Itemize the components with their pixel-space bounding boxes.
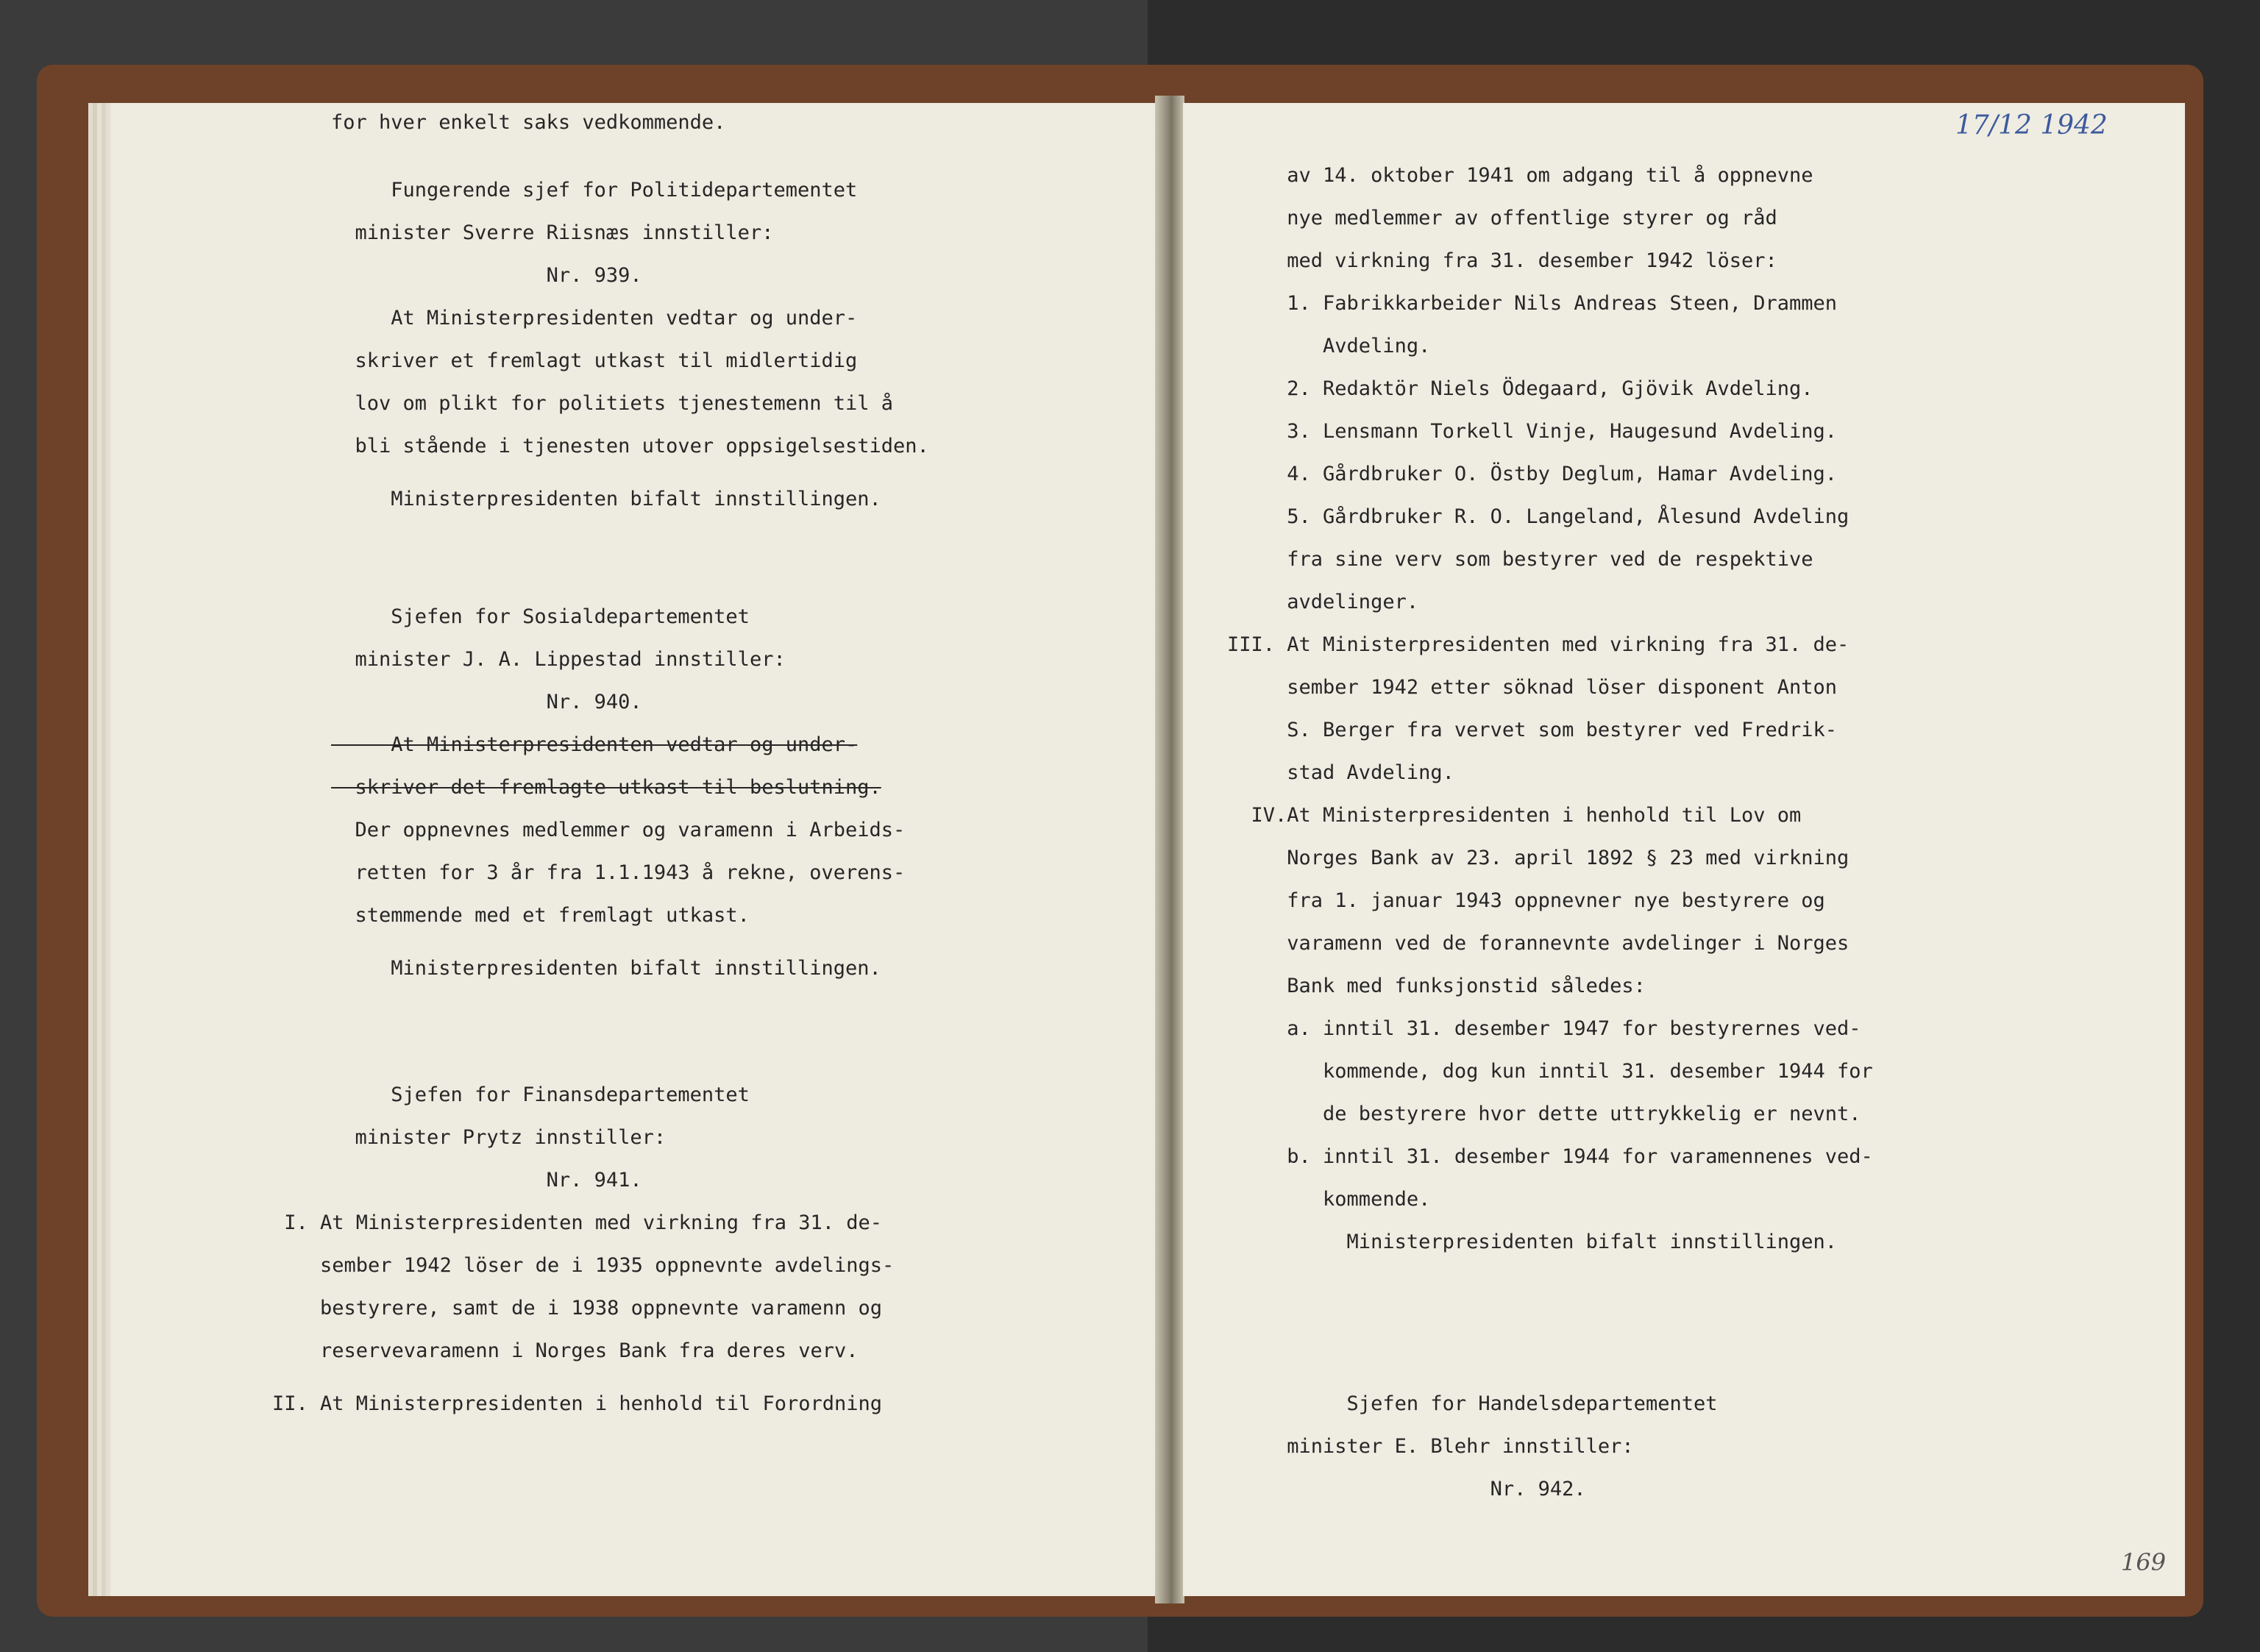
text-line: varamenn ved de forannevnte avdelinger i Norges [1227, 932, 1849, 955]
text-line: stemmende med et fremlagt utkast. [331, 904, 750, 927]
text-line: sember 1942 etter söknad löser disponent Anton [1227, 676, 1838, 699]
text-line: Ministerpresidenten bifalt innstillingen. [331, 488, 881, 510]
text-line: Nr. 939. [331, 264, 642, 287]
text-line: sember 1942 löser de i 1935 oppnevnte avdelings- [272, 1254, 895, 1277]
struck-text-line: At Ministerpresidenten vedtar og under- [331, 733, 858, 756]
text-line: Ministerpresidenten bifalt innstillingen. [331, 957, 881, 980]
text-line: lov om plikt for politiets tjenestemenn til å [331, 392, 894, 415]
text-line: Der oppnevnes medlemmer og varamenn i Arbeids- [331, 819, 906, 841]
text-line: Avdeling. [1227, 335, 1431, 357]
text-line: de bestyrere hvor dette uttrykkelig er nevnt. [1227, 1103, 1861, 1125]
text-line: 5. Gårdbruker R. O. Langeland, Ålesund Avdeling [1227, 505, 1849, 528]
text-line: Nr. 942. [1227, 1478, 1586, 1500]
folio-number: 169 [2121, 1548, 2167, 1576]
text-line: 4. Gårdbruker O. Östby Deglum, Hamar Avdeling. [1227, 463, 1838, 485]
text-line: minister E. Blehr innstiller: [1227, 1435, 1634, 1458]
text-line: med virkning fra 31. desember 1942 löser: [1227, 249, 1777, 272]
text-line: fra 1. januar 1943 oppnevner nye bestyrere og [1227, 889, 1825, 912]
text-line: b. inntil 31. desember 1944 for varamennenes ved- [1227, 1145, 1873, 1168]
text-line: III. At Ministerpresidenten med virkning fra 31. de- [1227, 633, 1849, 656]
text-line: minister J. A. Lippestad innstiller: [331, 648, 786, 671]
text-line: kommende, dog kun inntil 31. desember 1944 for [1227, 1060, 1873, 1083]
text-line: Sjefen for Handelsdepartementet [1227, 1392, 1718, 1415]
text-line: IV.At Ministerpresidenten i henhold til Lov om [1227, 804, 1802, 827]
text-line: Sjefen for Finansdepartementet [331, 1083, 750, 1106]
text-line: avdelinger. [1227, 591, 1419, 613]
text-line: bestyrere, samt de i 1938 oppnevnte varamenn og [272, 1297, 883, 1320]
text-line: fra sine verv som bestyrer ved de respektive [1227, 548, 1813, 571]
text-line: a. inntil 31. desember 1947 for bestyrernes ved- [1227, 1017, 1861, 1040]
text-line: retten for 3 år fra 1.1.1943 å rekne, overens- [331, 861, 906, 884]
text-line: Norges Bank av 23. april 1892 § 23 med virkning [1227, 847, 1849, 869]
text-line: I. At Ministerpresidenten med virkning fra 31. de- [272, 1211, 883, 1234]
text-line: bli stående i tjenesten utover oppsigelsestiden. [331, 435, 929, 457]
text-line: nye medlemmer av offentlige styrer og råd [1227, 207, 1777, 229]
text-line: skriver et fremlagt utkast til midlertidig [331, 349, 858, 372]
book-gutter [1155, 96, 1184, 1603]
text-line: for hver enkelt saks vedkommende. [331, 111, 726, 134]
text-line: av 14. oktober 1941 om adgang til å oppnevne [1227, 164, 1813, 187]
text-line: Nr. 940. [331, 691, 642, 713]
text-line: reservevaramenn i Norges Bank fra deres verv. [272, 1339, 859, 1362]
text-line: Ministerpresidenten bifalt innstillingen. [1227, 1231, 1838, 1253]
right-page [1183, 103, 2185, 1596]
text-line: S. Berger fra vervet som bestyrer ved Fredrik- [1227, 719, 1838, 741]
text-line: Nr. 941. [331, 1169, 642, 1192]
text-line: 3. Lensmann Torkell Vinje, Haugesund Avdeling. [1227, 420, 1838, 443]
text-line: minister Prytz innstiller: [331, 1126, 667, 1149]
left-page [110, 103, 1170, 1596]
text-line: Bank med funksjonstid således: [1227, 975, 1646, 997]
text-line: kommende. [1227, 1188, 1431, 1211]
struck-text-line: skriver det fremlagte utkast til beslutning. [331, 776, 881, 799]
text-line: Fungerende sjef for Politidepartementet [331, 179, 858, 202]
handwritten-date: 17/12 1942 [1955, 110, 2108, 140]
text-line: 2. Redaktör Niels Ödegaard, Gjövik Avdeling. [1227, 377, 1813, 400]
text-line: 1. Fabrikkarbeider Nils Andreas Steen, Drammen [1227, 292, 1838, 315]
text-line: At Ministerpresidenten vedtar og under- [331, 307, 858, 330]
text-line: minister Sverre Riisnæs innstiller: [331, 221, 774, 244]
text-line: II. At Ministerpresidenten i henhold til Forordning [272, 1392, 883, 1415]
text-line: Sjefen for Sosialdepartementet [331, 605, 750, 628]
text-line: stad Avdeling. [1227, 761, 1454, 784]
